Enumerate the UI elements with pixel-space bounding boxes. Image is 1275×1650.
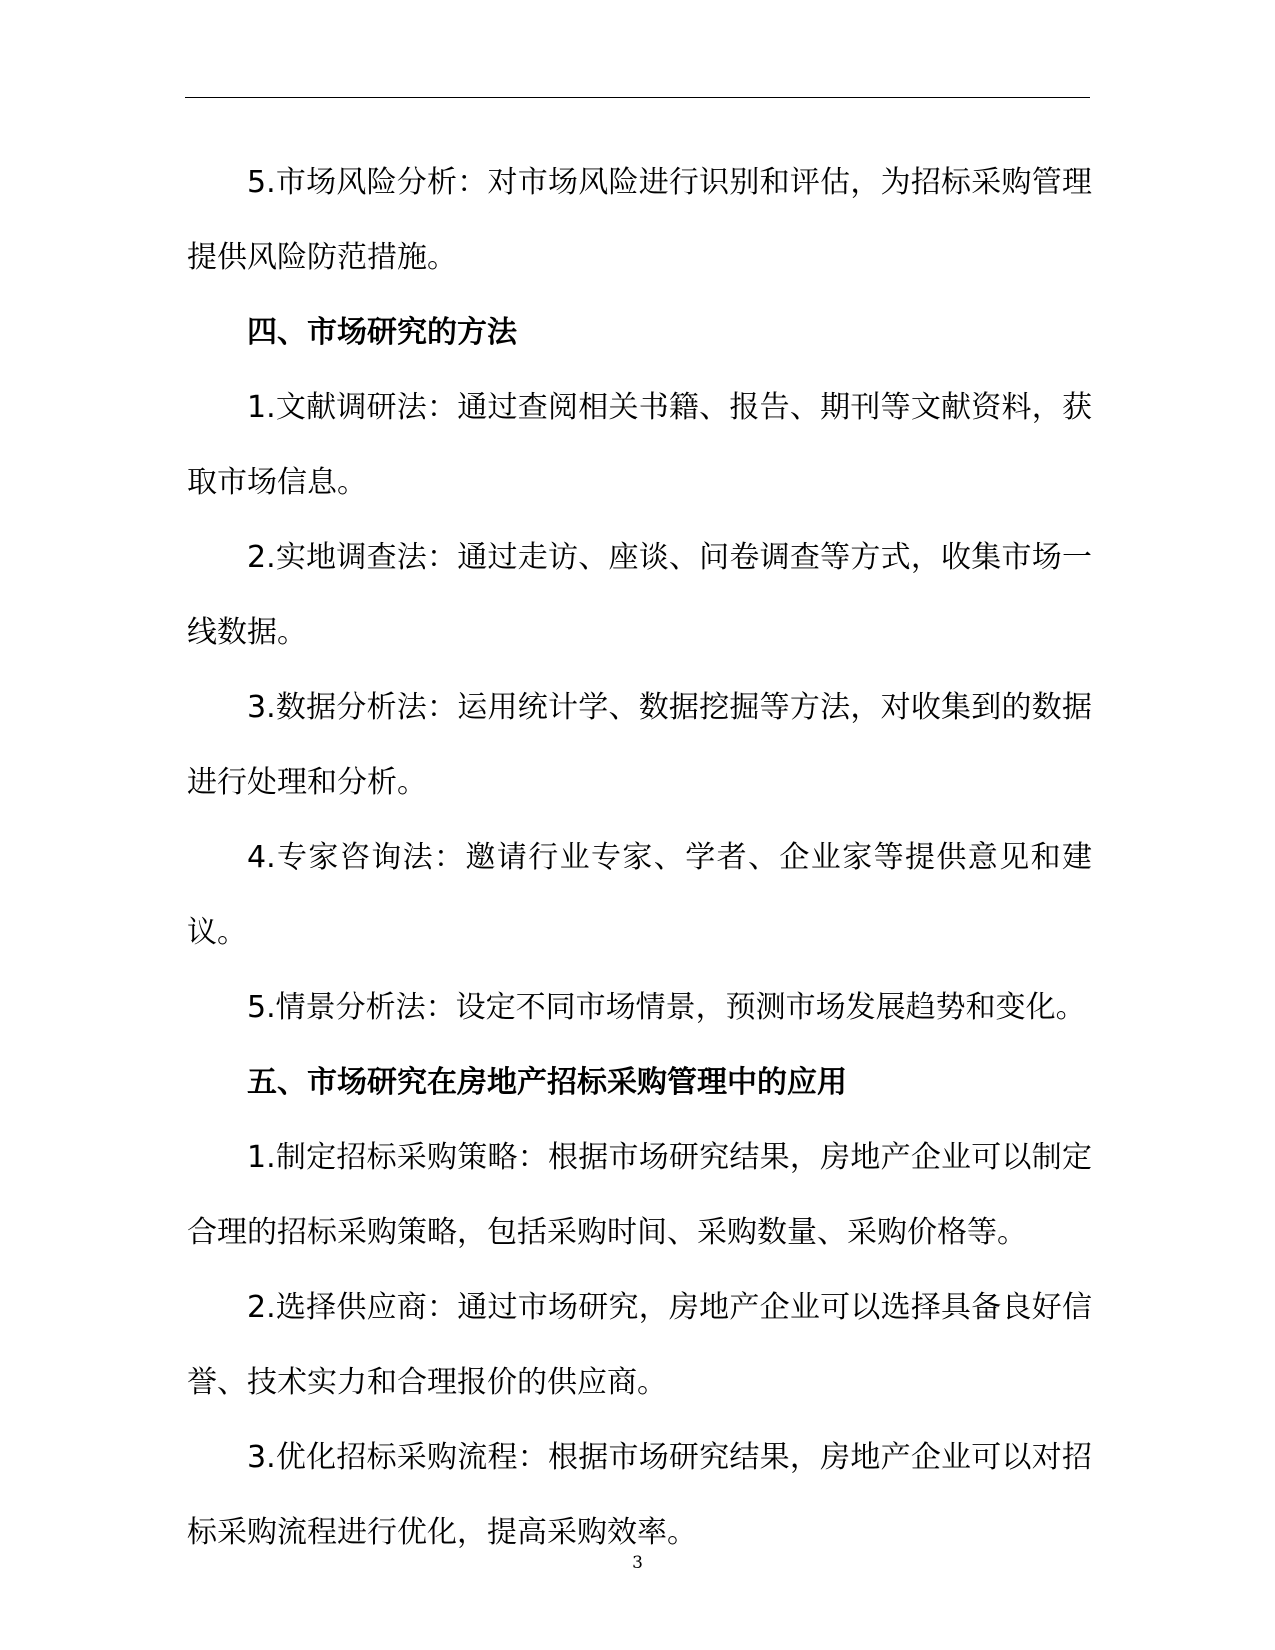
paragraph-field-survey: 2.实地调查法：通过走访、座谈、问卷调查等方式，收集市场一线数据。 bbox=[187, 540, 1092, 650]
paragraph-scenario-analysis: 5.情景分析法：设定不同市场情景，预测市场发展趋势和变化。 bbox=[247, 990, 1086, 1025]
paragraph-procurement-strategy: 1.制定招标采购策略：根据市场研究结果，房地产企业可以制定合理的招标采购策略，包括采购时间、采购数量、采购价格等。 bbox=[187, 1140, 1092, 1250]
paragraph-supplier-selection: 2.选择供应商：通过市场研究，房地产企业可以选择具备良好信誉、技术实力和合理报价的供应商。 bbox=[187, 1290, 1092, 1400]
paragraph-expert-consultation: 4.专家咨询法：邀请行业专家、学者、企业家等提供意见和建议。 bbox=[187, 840, 1092, 950]
section-heading-applications: 五、市场研究在房地产招标采购管理中的应用 bbox=[247, 1065, 847, 1100]
document-body bbox=[187, 145, 1092, 1570]
section-heading-research-methods: 四、市场研究的方法 bbox=[247, 315, 517, 350]
header-rule bbox=[185, 97, 1090, 98]
page-number: 3 bbox=[632, 1553, 643, 1573]
paragraph-market-risk-analysis: 5.市场风险分析：对市场风险进行识别和评估，为招标采购管理提供风险防范措施。 bbox=[187, 165, 1092, 275]
paragraph-literature-research: 1.文献调研法：通过查阅相关书籍、报告、期刊等文献资料，获取市场信息。 bbox=[187, 390, 1092, 500]
paragraph-process-optimization: 3.优化招标采购流程：根据市场研究结果，房地产企业可以对招标采购流程进行优化，提高采购效率。 bbox=[187, 1440, 1092, 1550]
paragraph-data-analysis: 3.数据分析法：运用统计学、数据挖掘等方法，对收集到的数据进行处理和分析。 bbox=[187, 690, 1092, 800]
